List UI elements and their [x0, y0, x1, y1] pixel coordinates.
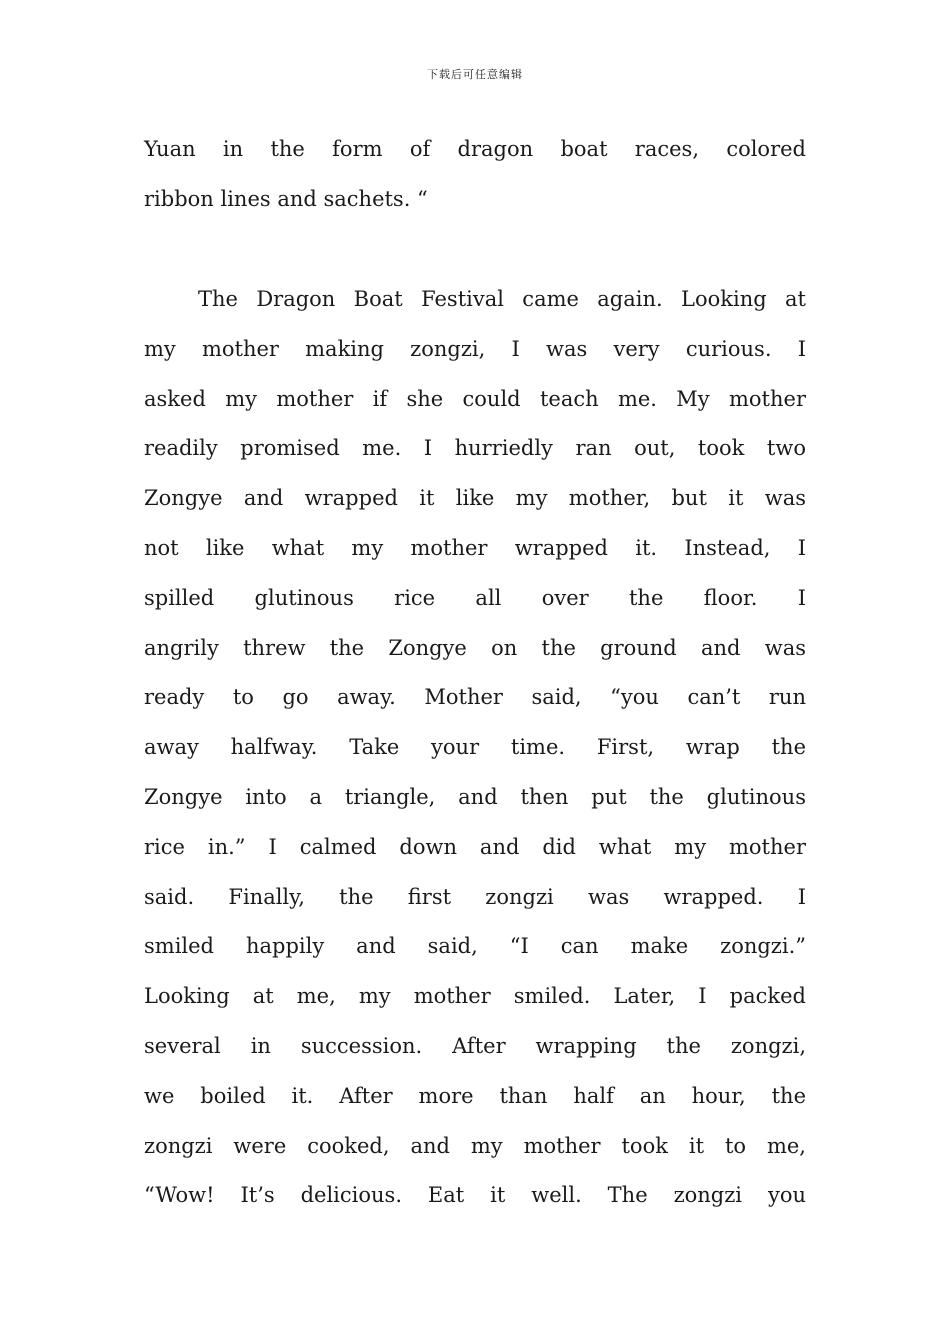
page-header: 下载后可任意编辑	[427, 68, 523, 81]
paragraph-1	[144, 125, 806, 225]
text-line: spilled glutinous rice all over the floor. I	[144, 585, 806, 610]
text-line: several in succession. After wrapping the zongzi,	[144, 1033, 806, 1058]
text-line: Looking at me, my mother smiled. Later, I packed	[144, 984, 806, 1009]
text-line: said. Finally, the first zongzi was wrapped. I	[144, 884, 806, 909]
text-line: asked my mother if she could teach me. My mother	[144, 386, 806, 411]
text-line: zongzi were cooked, and my mother took it to me,	[144, 1133, 806, 1158]
paragraph-2	[144, 275, 806, 1221]
text-line: angrily threw the Zongye on the ground and was	[144, 635, 806, 660]
text-line: The Dragon Boat Festival came again. Looking at	[198, 287, 806, 311]
text-line: “Wow! It’s delicious. Eat it well. The zongzi you	[144, 1183, 806, 1208]
text-line: ribbon lines and sachets. “	[144, 186, 428, 211]
text-line: ready to go away. Mother said, “you can’t run	[144, 685, 806, 710]
text-line: my mother making zongzi, I was very curious. I	[144, 336, 806, 361]
text-line: Zongye into a triangle, and then put the glutinous	[144, 784, 806, 809]
text-line: Yuan in the form of dragon boat races, colored	[144, 137, 806, 161]
text-line: not like what my mother wrapped it. Instead, I	[144, 535, 806, 560]
text-line: away halfway. Take your time. First, wrap the	[144, 735, 806, 760]
text-line: rice in.” I calmed down and did what my mother	[144, 834, 806, 859]
text-line: readily promised me. I hurriedly ran out, took two	[144, 436, 806, 461]
text-line: smiled happily and said, “I can make zongzi.”	[144, 934, 806, 959]
text-line: Zongye and wrapped it like my mother, but it was	[144, 486, 806, 511]
text-line: we boiled it. After more than half an hour, the	[144, 1083, 806, 1108]
